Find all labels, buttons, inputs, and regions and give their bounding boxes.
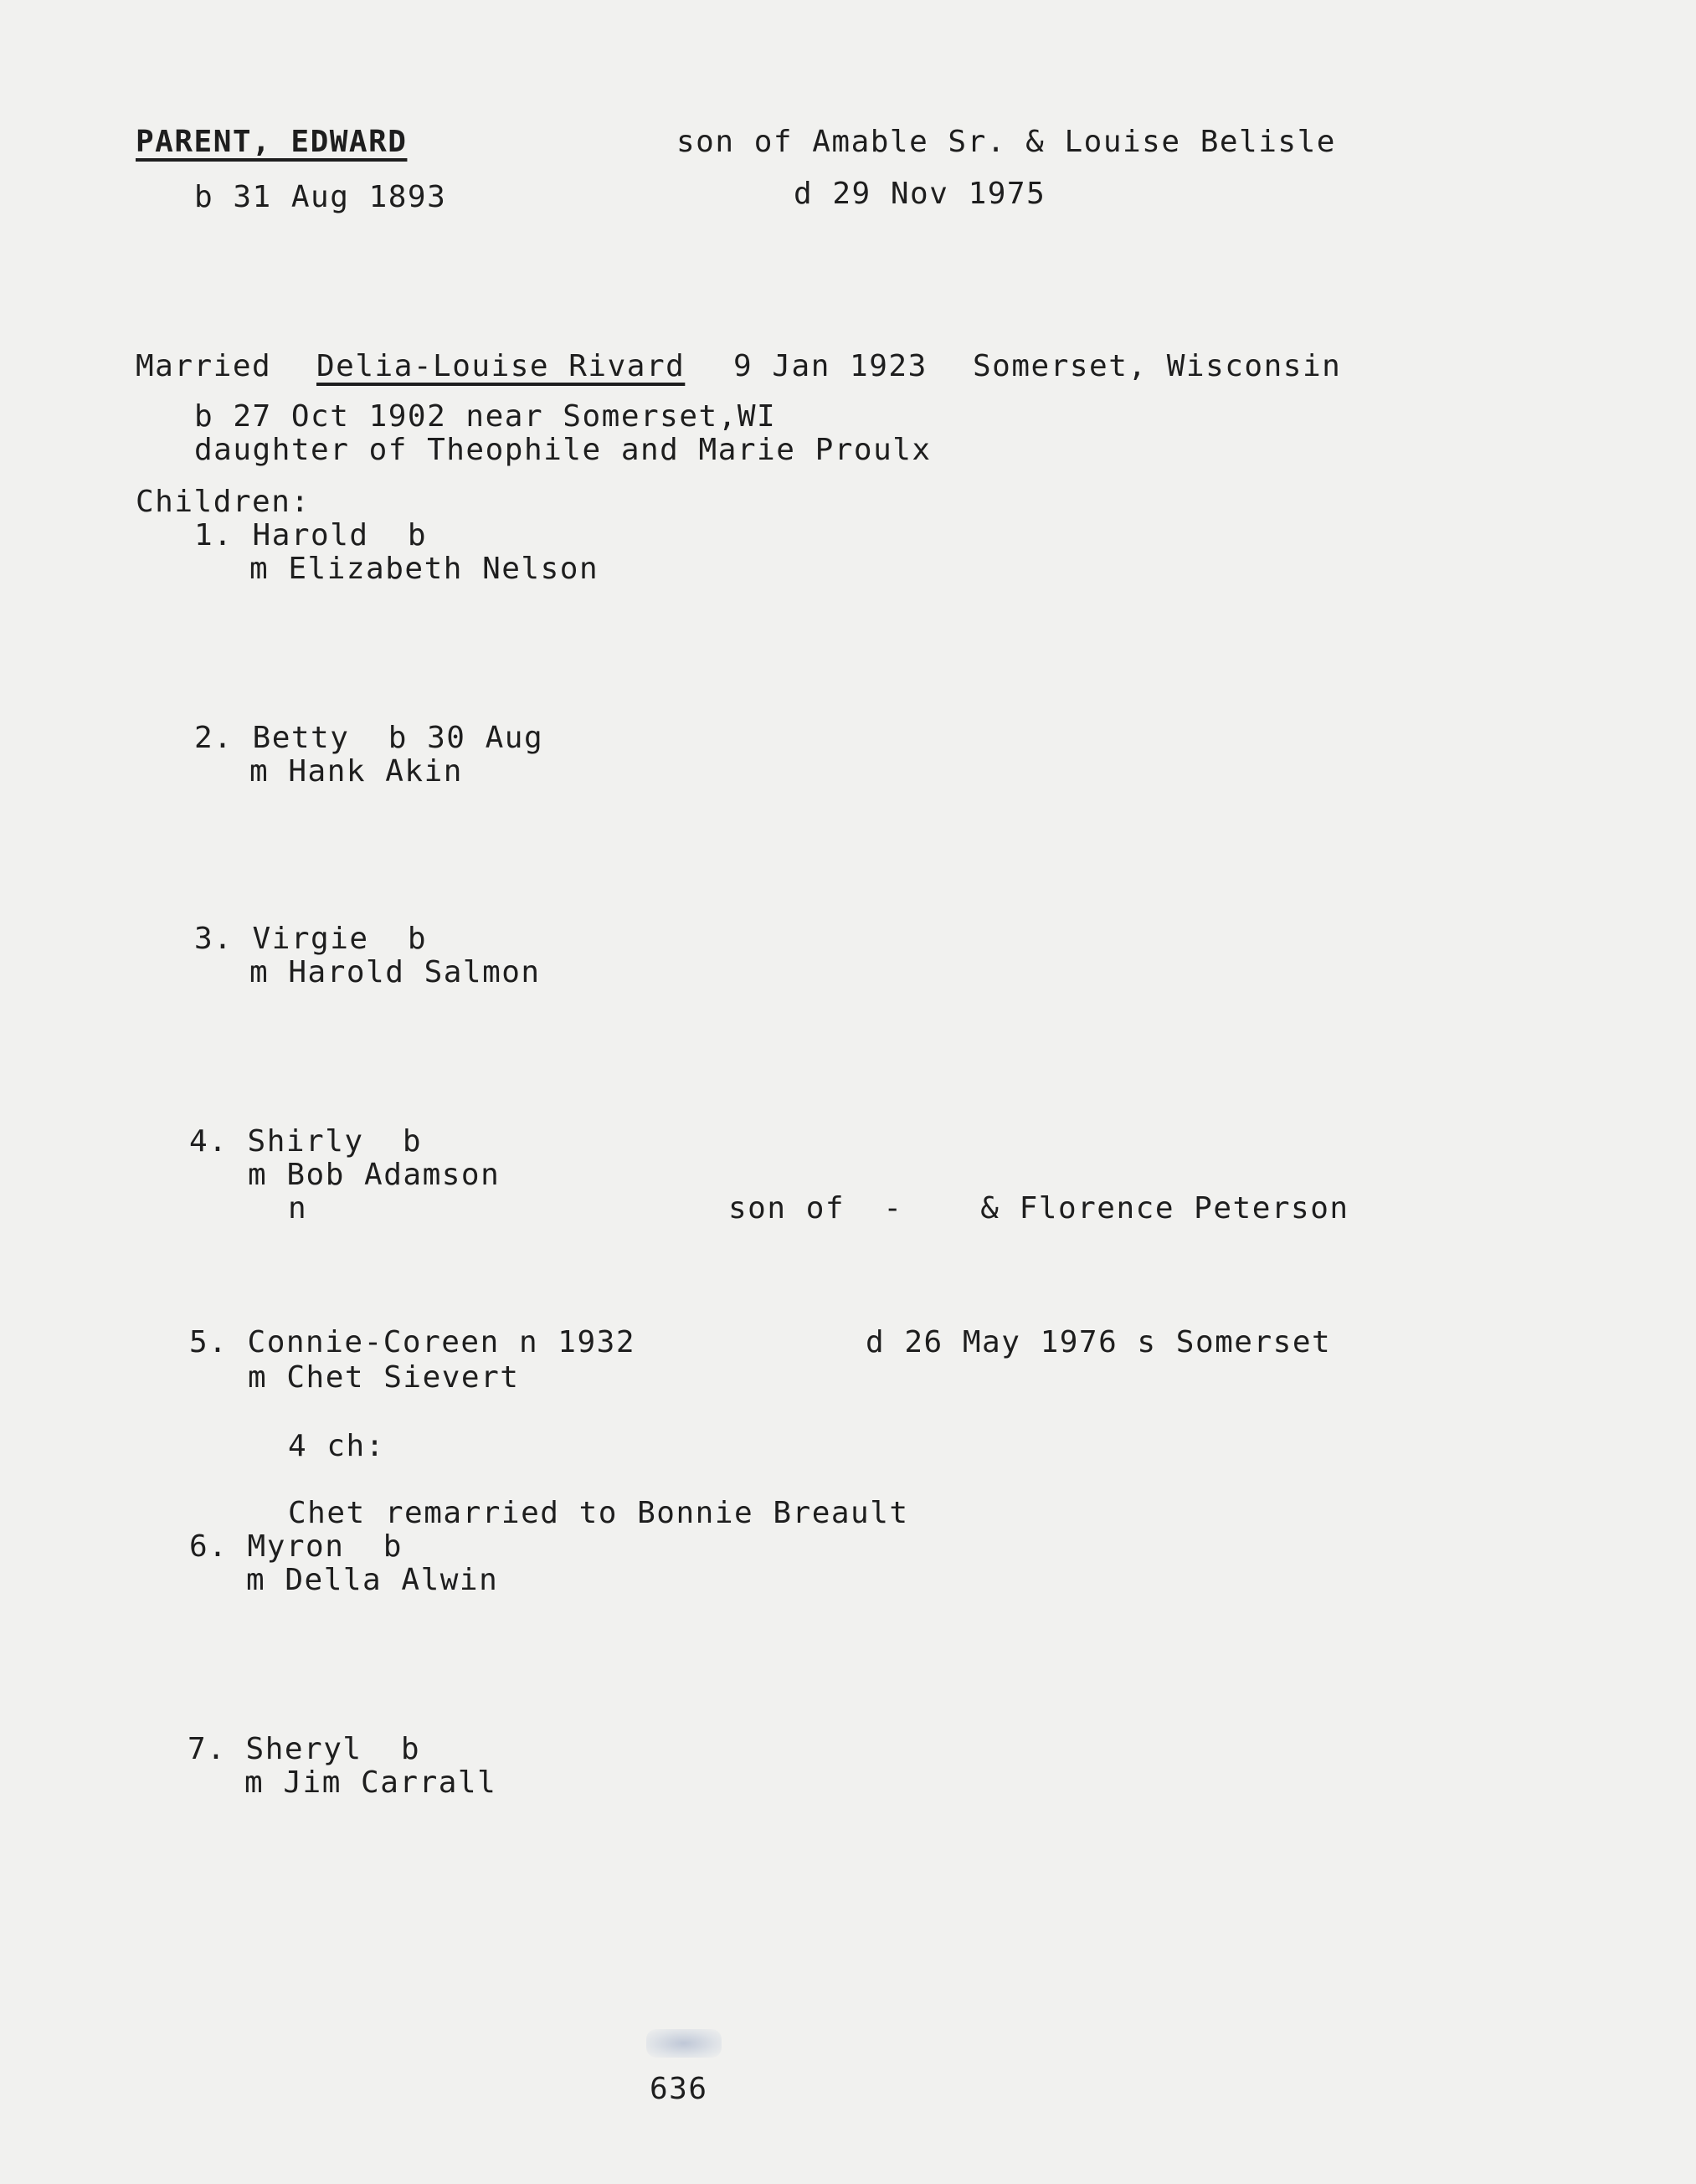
spouse-name: Delia-Louise Rivard <box>316 349 686 383</box>
person-death: d 29 Nov 1975 <box>794 177 1046 211</box>
marriage-date: 9 Jan 1923 <box>733 349 928 383</box>
marriage-place: Somerset, Wisconsin <box>973 349 1342 383</box>
child-5-remarriage-note: Chet remarried to Bonnie Breault <box>288 1496 909 1530</box>
child-4-spouse-parents: son of - & Florence Peterson <box>728 1191 1349 1226</box>
child-5-children-count: 4 ch: <box>288 1429 385 1463</box>
person-parents: son of Amable Sr. & Louise Belisle <box>676 125 1336 159</box>
child-5-line1: 5. Connie-Coreen n 1932 <box>189 1325 635 1359</box>
child-6-line1: 6. Myron b <box>189 1529 403 1564</box>
spouse-birth: b 27 Oct 1902 near Somerset,WI <box>194 399 777 434</box>
child-2-line1: 2. Betty b 30 Aug <box>194 721 544 755</box>
person-birth: b 31 Aug 1893 <box>194 180 447 214</box>
page-number: 636 <box>650 2072 708 2106</box>
child-7-spouse: m Jim Carrall <box>244 1765 497 1800</box>
child-3-line1: 3. Virgie b <box>194 922 428 956</box>
married-label: Married <box>136 349 272 383</box>
child-4-spouse: m Bob Adamson <box>248 1158 501 1192</box>
child-7-line1: 7. Sheryl b <box>188 1732 421 1766</box>
child-1-line1: 1. Harold b <box>194 518 428 552</box>
spouse-parents: daughter of Theophile and Marie Proulx <box>194 433 932 467</box>
child-6-spouse: m Della Alwin <box>246 1563 499 1597</box>
child-4-line1: 4. Shirly b <box>189 1124 423 1159</box>
person-name: PARENT, EDWARD <box>136 125 408 159</box>
child-5-spouse: m Chet Sievert <box>248 1360 520 1395</box>
child-3-spouse: m Harold Salmon <box>249 955 541 989</box>
child-1-spouse: m Elizabeth Nelson <box>249 552 599 586</box>
child-2-spouse: m Hank Akin <box>249 754 463 789</box>
child-4-spouse-note: n <box>288 1191 308 1226</box>
stamp-mark <box>646 2029 722 2058</box>
child-5-death: d 26 May 1976 s Somerset <box>866 1325 1332 1359</box>
children-label: Children: <box>136 485 311 519</box>
